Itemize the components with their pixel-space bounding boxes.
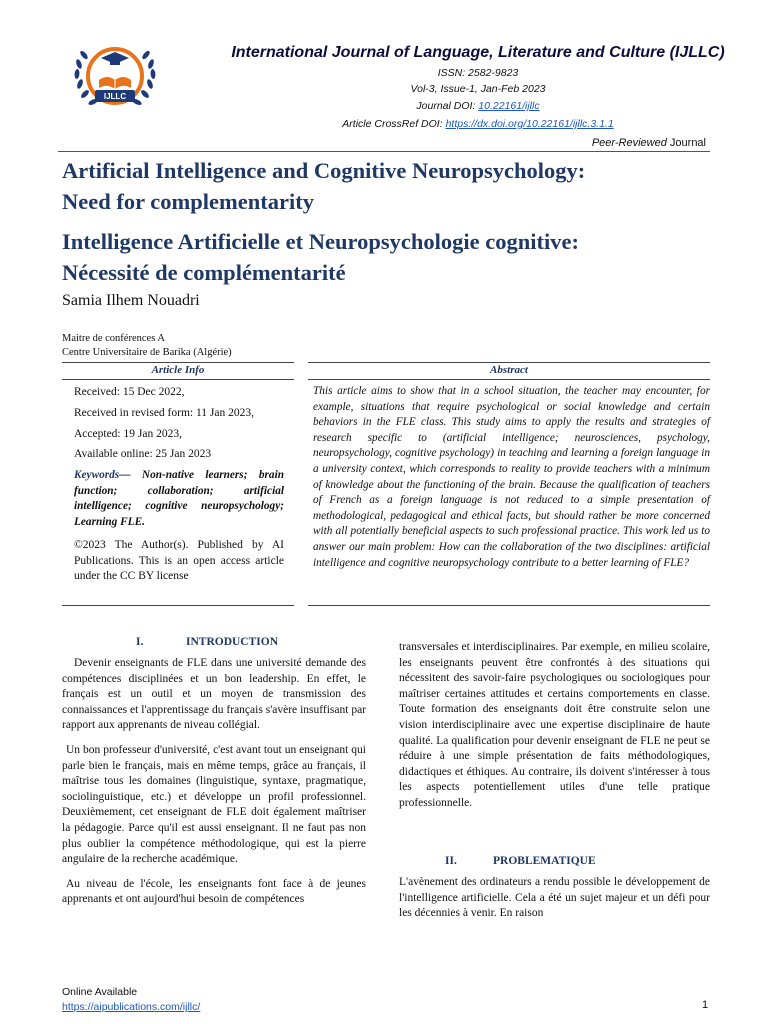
peer-reviewed-label: Peer-Reviewed Journal: [591, 137, 706, 149]
keywords: [74, 468, 284, 530]
keywords-label: Keywords: [74, 469, 120, 481]
received-date: Received: 15 Dec 2022,: [74, 386, 185, 398]
problematique-paragraph-1: L'avènement des ordinateurs a rendu possible le développement de l'intelligence artificielle. Cela a été un sujet majeur et un défi pour les décennies à venir. En raison: [399, 876, 710, 920]
available-online-date: Available online: 25 Jan 2023: [74, 448, 212, 460]
logo-text: IJLLC: [103, 92, 127, 101]
abstract-text: This article aims to show that in a school situation, the teacher may encounter, for example, situations that require psychological or social knowledge and certain behaviors in the FLE class. This study aims to apply the results and strategies of research specific to (artificial intelligence; neurosciences, psychology, neuropsychology, cognitive psychology) in teaching and learning a foreign language in a university context, which corresponds to reality to provide teachers with a minimum of knowledge about the functioning of the brain. Because the qualification of teachers of French as a foreign language is not reduced to a simple presentation of methodological, pedagogical and ethical facts, but should rather be more concerned with all potentially beneficial aspects to such professional practice. This work led us to answer our main problem: How can the collaboration of the two disciplines: artificial intelligence and cognitive neuropsychology contribute to a better learning of FLE?: [313, 385, 710, 569]
header-rule: [58, 151, 710, 152]
journal-doi-line: [228, 100, 728, 112]
journal-logo: [66, 38, 164, 118]
abstract-heading: Abstract: [490, 364, 528, 376]
info-top-rule: [62, 362, 294, 363]
license-text: ©2023 The Author(s). Published by AI Publications. This is an open access article under the CC BY license: [74, 539, 284, 583]
title-english-line-2: Need for complementarity: [62, 189, 315, 214]
abstract-heading-rule: [308, 379, 710, 380]
article-info-heading: Article Info: [151, 364, 205, 376]
keywords-list: — Non-native learners; brain function; collaboration; artificial intelligence; cognitive neuropsychology; Learning FLE.: [74, 469, 284, 528]
revised-date: Received in revised form: 11 Jan 2023,: [74, 407, 255, 419]
title-french-line-1: Intelligence Artificielle et Neuropsychologie cognitive:: [62, 229, 579, 254]
journal-issn: ISSN: 2582-9823: [437, 67, 519, 79]
abstract-top-rule: [308, 362, 710, 363]
abstract-bottom-rule: [308, 605, 710, 606]
accepted-date: Accepted: 19 Jan 2023,: [74, 428, 182, 440]
footer-online-label: Online Available: [62, 986, 138, 998]
title-english-line-1: Artificial Intelligence and Cognitive Neuropsychology:: [62, 158, 586, 183]
section-problematique-number: II.: [445, 855, 457, 867]
author-name: Samia Ilhem Nouadri: [62, 292, 200, 309]
left-column: [62, 656, 366, 908]
info-heading-rule: [62, 379, 294, 380]
footer-url-link[interactable]: https://aipublications.com/ijllc/: [62, 1001, 201, 1013]
affiliation-line-1: Maitre de conférences A: [62, 333, 165, 344]
info-bottom-rule: [62, 605, 294, 606]
journal-name: International Journal of Language, Literature and Culture (IJLLC): [231, 44, 725, 61]
crossref-doi-line: [228, 118, 728, 130]
journal-doi-link[interactable]: 10.22161/ijllc: [478, 100, 540, 112]
crossref-doi-label: Article CrossRef DOI:: [342, 118, 446, 130]
section-introduction-number: I.: [136, 636, 144, 648]
crossref-doi-link[interactable]: https://dx.doi.org/10.22161/ijllc.3.1.1: [445, 118, 614, 130]
intro-paragraph-2: Un bon professeur d'université, c'est avant tout un enseignant qui parle bien le français, mais en même temps, grâce au français, il maîtrise tous les domaines (linguistique, syntaxe, pragmatique, sociolinguistique, etc.) et développe un profil professionnel. Deuxièmement, cet enseignant de FLE doit également maîtriser la pédagogie. Parce qu'il est aussi enseignant. Il ne faut pas non plus oublier la compétence méthodologique, qui est la pierre angulaire de la recherche académique.: [62, 743, 366, 866]
section-introduction-title: INTRODUCTION: [186, 636, 279, 648]
intro-paragraph-1: Devenir enseignants de FLE dans une université demande des compétences disciplinées et un bon leadership. En effet, le français est un outil et un moyen de transmission des connaissances et l'apprentissage du français s'avère insuffisant par rapport aux apprenants de niveau collégial.: [62, 657, 366, 732]
page-number: 1: [702, 999, 709, 1011]
affiliation-line-2: Centre Universitaire de Barika (Algérie): [62, 347, 232, 358]
journal-volume: Vol-3, Issue-1, Jan-Feb 2023: [410, 83, 546, 95]
right-column-paragraph-1: transversales et interdisciplinaires. Par exemple, en milieu scolaire, les enseignants peuvent être confrontés à des situations qui nécessitent des savoir-faire psychologiques ou sociologiques pour maîtriser certaines attitudes et certains comportements en classe. Toute formation des enseignants doit être construite selon une vision interdisciplinaire avec une expertise disciplinaire de haute qualité. La qualification pour devenir enseignant de FLE ne peut se réduire à une simple présentation de faits méthodologiques, didactiques et éthiques. Au contraire, ils doivent s'intéresser à tous les aspects potentiellement utiles d'une telle pratique professionnelle.: [399, 641, 710, 809]
title-french-line-2: Nécessité de complémentarité: [62, 260, 346, 285]
intro-paragraph-3: Au niveau de l'école, les enseignants font face à de jeunes apprenants et ont aujourd'hui besoin de compétences: [62, 877, 366, 906]
section-problematique-title: PROBLEMATIQUE: [493, 855, 596, 867]
journal-doi-label: Journal DOI:: [416, 100, 479, 112]
